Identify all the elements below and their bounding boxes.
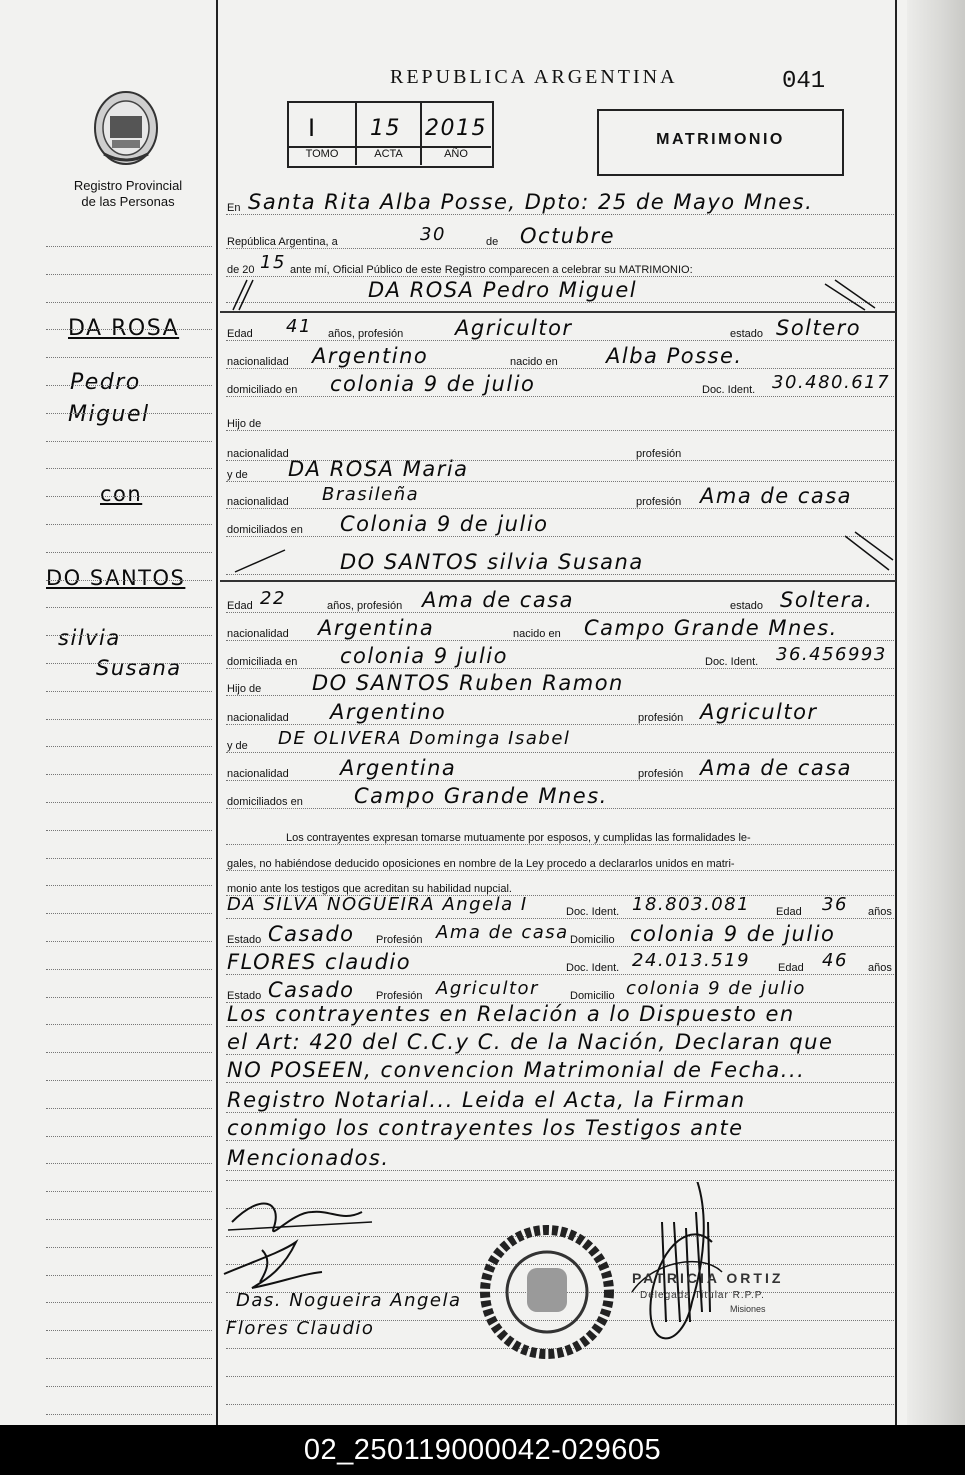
handwritten-entry: Brasileña [322, 484, 420, 505]
handwritten-entry: Registro Notarial... Leida el Acta, la Firman [227, 1088, 746, 1112]
margin-line [46, 1330, 212, 1331]
form-label: Edad [227, 600, 253, 612]
form-label: Domicilio [570, 990, 615, 1002]
margin-line [46, 246, 212, 247]
country-title: REPUBLICA ARGENTINA [390, 66, 678, 88]
form-line [226, 668, 894, 669]
margin-line [46, 552, 212, 553]
margin-line [46, 1414, 212, 1415]
margin-line [46, 468, 212, 469]
handwritten-entry: 22 [260, 588, 286, 609]
provincial-seal-icon [88, 88, 164, 170]
cancellation-slashes [225, 270, 895, 586]
ano-value: 2015 [425, 116, 487, 141]
handwritten-entry: Soltero [776, 316, 862, 340]
form-line [226, 1112, 894, 1113]
margin-line [46, 1052, 212, 1053]
form-label: Hijo de [227, 418, 262, 430]
margin-line [46, 413, 212, 414]
handwritten-entry: Mencionados. [227, 1146, 390, 1170]
margin-line [46, 357, 212, 358]
ano-label: AÑO [444, 148, 468, 160]
handwritten-entry: 24.013.519 [632, 950, 751, 971]
form-label: República Argentina, a [227, 236, 338, 248]
handwritten-entry: DA SILVA NOGUEIRA Angela I [227, 894, 528, 915]
margin-line [46, 1386, 212, 1387]
document-id: 02_250119000042-029605 [0, 1425, 965, 1475]
form-label: Doc. Ident. [702, 384, 756, 396]
form-label: Edad [778, 962, 804, 974]
registry-name: Registro Provincial de las Personas [73, 178, 183, 209]
handwritten-entry: Ama de casa [700, 484, 853, 508]
margin-line [46, 941, 212, 942]
form-label: y de [227, 740, 248, 752]
form-line [226, 870, 894, 871]
form-line [226, 808, 894, 809]
tomo-value: I [308, 114, 317, 142]
margin-groom-surname: DA ROSA [68, 316, 180, 341]
handwritten-entry: Argentina [318, 616, 435, 640]
handwritten-entry: Octubre [520, 224, 616, 248]
form-line [226, 1054, 894, 1055]
handwritten-entry: Campo Grande Mnes. [584, 616, 838, 640]
form-line [226, 946, 894, 947]
handwritten-entry: DO SANTOS Ruben Ramon [312, 671, 624, 695]
form-label: de 20 [227, 264, 255, 276]
officer-title: Delegada Titular R.P.P. [640, 1290, 765, 1301]
form-label: y de [227, 469, 248, 481]
margin-line [46, 1191, 212, 1192]
margin-line [46, 441, 212, 442]
handwritten-entry: 46 [822, 950, 848, 971]
handwritten-entry: 30.480.617 [772, 372, 891, 393]
form-label: años, profesión [327, 600, 403, 612]
handwritten-entry: FLORES claudio [227, 950, 412, 974]
margin-line [46, 691, 212, 692]
form-label: nacionalidad [227, 448, 289, 460]
form-line [226, 214, 894, 215]
form-label: nacionalidad [227, 628, 289, 640]
margin-line [46, 1136, 212, 1137]
handwritten-entry: Colonia 9 de julio [340, 512, 549, 536]
form-label: nacionalidad [227, 356, 289, 368]
handwritten-entry: Argentino [330, 700, 447, 724]
handwritten-entry: colonia 9 julio [340, 644, 508, 668]
handwritten-entry: 30 [420, 224, 446, 245]
handwritten-entry: Casado [268, 922, 355, 946]
acta-value: 15 [370, 116, 401, 141]
form-line [226, 724, 894, 725]
margin-line [46, 385, 212, 386]
handwritten-entry: Alba Posse. [606, 344, 743, 368]
margin-line [46, 302, 212, 303]
form-line [226, 1170, 894, 1171]
handwritten-entry: NO POSEEN, convencion Matrimonial de Fecha... [227, 1058, 806, 1082]
form-label: Hijo de [227, 683, 262, 695]
margin-bride-surname: DO SANTOS [46, 566, 186, 590]
form-label: domiciliados en [227, 796, 303, 808]
handwritten-entry: Los contrayentes en Relación a lo Dispuesto en [227, 1002, 795, 1026]
form-label: años, profesión [328, 328, 404, 340]
margin-line [46, 969, 212, 970]
handwritten-entry: DE OLIVERA Dominga Isabel [278, 728, 571, 749]
form-line [226, 612, 894, 613]
form-label: profesión [636, 496, 682, 508]
margin-line [46, 719, 212, 720]
form-line [226, 695, 894, 696]
margin-line [46, 1108, 212, 1109]
margin-line [46, 774, 212, 775]
form-label: domiciliados en [227, 524, 303, 536]
form-label: ante mí, Oficial Público de este Registro comparecen a celebrar su MATRIMONIO: [290, 264, 693, 276]
handwritten-entry: DA ROSA Maria [288, 457, 469, 481]
form-label: Edad [776, 906, 802, 918]
form-line [226, 1026, 894, 1027]
form-label: años [868, 906, 892, 918]
margin-bride-first: silvia [58, 626, 121, 650]
margin-line [46, 1275, 212, 1276]
margin-line [46, 1080, 212, 1081]
margin-line [46, 1024, 212, 1025]
handwritten-entry: Ama de casa [700, 756, 853, 780]
form-label: Estado [227, 990, 262, 1002]
form-label: Profesión [376, 934, 423, 946]
form-label: Los contrayentes expresan tomarse mutuamente por esposos, y cumplidas las formalidades le- [286, 832, 751, 844]
margin-line [46, 997, 212, 998]
margin-line [46, 580, 212, 581]
officer-province: Misiones [730, 1304, 766, 1314]
margin-line [46, 635, 212, 636]
form-line [226, 1404, 894, 1405]
column-divider [216, 0, 218, 1425]
form-line [226, 248, 894, 249]
form-label: Domicilio [570, 934, 615, 946]
form-label: domiciliado en [227, 384, 298, 396]
form-label: Estado [227, 934, 262, 946]
handwritten-entry: 15 [260, 252, 286, 273]
certificate-type: MATRIMONIO [656, 131, 785, 148]
form-label: Doc. Ident. [566, 962, 620, 974]
margin-line [46, 329, 212, 330]
tomo-label: TOMO [305, 148, 339, 160]
margin-line [46, 1219, 212, 1220]
margin-line [46, 1358, 212, 1359]
margin-line [46, 830, 212, 831]
margin-line [46, 524, 212, 525]
form-label: nacido en [510, 356, 558, 368]
handwritten-entry: Campo Grande Mnes. [354, 784, 608, 808]
form-label: domiciliada en [227, 656, 298, 668]
handwritten-entry: Argentina [340, 756, 457, 780]
form-line [226, 844, 894, 845]
form-label: gales, no habiéndose deducido oposiciones en nombre de la Ley procedo a declararlos unidos en matri- [227, 858, 735, 870]
handwritten-entry: Casado [268, 978, 355, 1002]
handwritten-entry: colonia 9 de julio [630, 922, 836, 946]
page-edge-shadow [907, 0, 965, 1425]
handwritten-entry: 41 [286, 316, 312, 337]
form-line [226, 640, 894, 641]
handwritten-entry: colonia 9 de julio [330, 372, 536, 396]
handwritten-entry: Soltera. [780, 588, 874, 612]
handwritten-entry: Santa Rita Alba Posse, Dpto: 25 de Mayo Mnes. [248, 190, 814, 214]
form-label: Doc. Ident. [566, 906, 620, 918]
handwritten-entry: 36.456993 [776, 644, 887, 665]
form-label: estado [730, 600, 764, 612]
handwritten-entry: Agricultor [436, 978, 539, 999]
form-label: Edad [227, 328, 253, 340]
handwritten-entry: 36 [822, 894, 848, 915]
form-label: nacionalidad [227, 768, 289, 780]
acta-label: ACTA [374, 148, 403, 160]
witness-signature-2: Flores Claudio [226, 1318, 375, 1339]
margin-bride-second: Susana [96, 656, 182, 680]
handwritten-entry: 18.803.081 [632, 894, 751, 915]
margin-line [46, 496, 212, 497]
margin-line [46, 802, 212, 803]
handwritten-entry: DO SANTOS silvia Susana [340, 550, 644, 574]
form-label: En [227, 202, 241, 214]
form-line [226, 780, 894, 781]
margin-line [46, 885, 212, 886]
margin-groom-second: Miguel [68, 402, 150, 427]
margin-with: con [100, 482, 143, 506]
form-label: estado [730, 328, 764, 340]
handwritten-entry: DA ROSA Pedro Miguel [368, 278, 638, 302]
form-label: monio ante los testigos que acreditan su habilidad nupcial. [227, 883, 512, 895]
margin-line [46, 607, 212, 608]
form-line [226, 974, 894, 975]
margin-line [46, 913, 212, 914]
margin-line [46, 858, 212, 859]
margin-groom-first: Pedro [70, 370, 141, 395]
margin-line [46, 1302, 212, 1303]
officer-name: PATRICIA ORTIZ [632, 1270, 784, 1286]
form-line [226, 1140, 894, 1141]
handwritten-entry: Argentino [312, 344, 429, 368]
margin-line [46, 746, 212, 747]
witness-signature-1: Das. Nogueira Angela [236, 1290, 462, 1311]
handwritten-entry: colonia 9 de julio [626, 978, 806, 999]
form-line [226, 1082, 894, 1083]
form-line [226, 1180, 894, 1181]
handwritten-entry: el Art: 420 del C.C.y C. de la Nación, Declaran que [227, 1030, 834, 1054]
handwritten-entry: Agricultor [455, 316, 573, 340]
handwritten-entry: Ama de casa [436, 922, 569, 943]
form-line [226, 918, 894, 919]
form-label: profesión [638, 712, 684, 724]
form-line [226, 752, 894, 753]
margin-line [46, 663, 212, 664]
handwritten-entry: Ama de casa [422, 588, 575, 612]
form-label: profesión [638, 768, 684, 780]
form-label: profesión [636, 448, 682, 460]
handwritten-entry: conmigo los contrayentes los Testigos ante [227, 1116, 744, 1140]
signatures-area [222, 1182, 912, 1392]
handwritten-entry: Agricultor [700, 700, 818, 724]
form-label: nacionalidad [227, 496, 289, 508]
form-label: nacionalidad [227, 712, 289, 724]
form-label: años [868, 962, 892, 974]
margin-line [46, 274, 212, 275]
page-number: 041 [782, 68, 826, 95]
margin-line [46, 1247, 212, 1248]
form-label: nacido en [513, 628, 561, 640]
form-label: Profesión [376, 990, 423, 1002]
margin-line [46, 1163, 212, 1164]
form-label: de [486, 236, 499, 248]
form-label: Doc. Ident. [705, 656, 759, 668]
